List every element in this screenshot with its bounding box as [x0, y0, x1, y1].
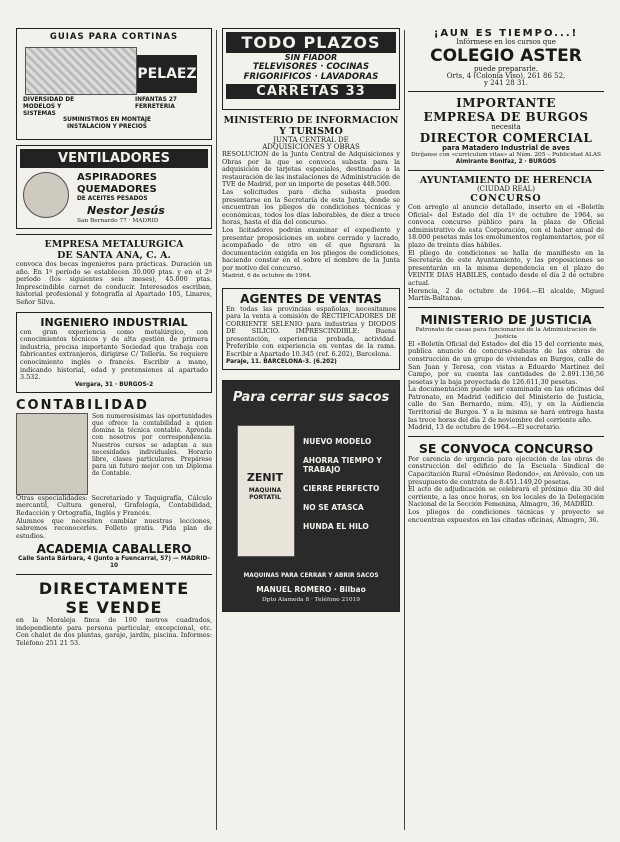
- aster-line5: y 241 28 31.: [483, 79, 529, 87]
- ministerio-body3: Los licitadores podrán examinar el expediente y presentar proposiciones en sobre cerrado y lacrado, acompañado de otro en el que figurará la documentación exigida en los pliegos de condiciones, haciendo constar en el sobre el nombre de la Junta por motivo del concurso.: [222, 225, 400, 272]
- student-illustration: [16, 413, 88, 495]
- academia-address: Calle Santa Bárbara, 4 (Junto a Fuencarral, 57) — MADRID-10: [18, 556, 210, 570]
- ad-item: CIERRE PERFECTO: [303, 483, 380, 493]
- ad-title: INGENIERO INDUSTRIAL: [40, 315, 188, 329]
- empresa-title-2: DE SANTA ANA, C. A.: [57, 250, 171, 261]
- empresa-body: convoca dos becas ingenieros para prácticas. Duración un año. En 1º período se establecen 30.000 ptas. y en el 2º período (los siguientes seis meses), 45.000 ptas. Imprescindible carnet de conducir. Interesados escriban, historial profesional y fotografía al Apartado 105, Linares, Señor Silva.: [16, 260, 212, 306]
- junta-line2: ADQUISICIONES Y OBRAS: [262, 143, 360, 151]
- justicia-sub: Patronato de casas para funcionarios de la Administración de Justicia: [415, 326, 597, 340]
- concurso-body: Por carencia de urgencia para ejecución de las obras de construcción del edificio de la Escuela Sindical de Capacitación Rural «Onésimo Redondo», en Arévalo, con un presupuesto de contrata de 8.451.149,20 pesetas.: [408, 454, 604, 486]
- ad-foot1: MAQUINAS PARA CERRAR Y ABRIR SACOS: [243, 572, 379, 579]
- herencia-date: Herencia, 2 de octubre de 1964.—El alcalde, Miguel Martín-Baltanas.: [408, 286, 604, 303]
- burgos-t6: Diríjanse con «curriculum vitae» al Núm. 205 – Publicidad ALAS: [410, 152, 602, 158]
- contabilidad-footer: Alumnos que necesiten cambiar nuestras lecciones, sabremos reconocerles. Folleto gratis. Pida plan de estudios.: [16, 516, 212, 540]
- empresa-title: EMPRESA METALURGICA: [44, 239, 184, 250]
- ad-title: AGENTES DE VENTAS: [240, 291, 382, 306]
- ad-item: HUNDA EL HILO: [303, 521, 369, 531]
- ad-line2: QUEMADORES: [77, 184, 157, 195]
- ad-foot3: Dpto Alameda 8 · Teléfono 21019: [262, 596, 360, 603]
- ad-item: NUEVO MODELO: [303, 436, 372, 446]
- directamente-title: DIRECTAMENTE: [38, 579, 190, 599]
- ad-address: San Bernardo 77 · MADRID: [77, 218, 159, 224]
- ad-item: NO SE ATASCA: [303, 502, 364, 512]
- ministerio-body1: RESOLUCION de la Junta Central de Adquisiciones y Obras por la que se convoca subasta para la adquisición de tarjetas especiales, destinadas a la restauración de las instalaciones de Administración de TVE de Madrid, por un importe de pesetas 448.500.: [222, 150, 400, 189]
- ad-ventiladores: [16, 145, 212, 229]
- ad-line2: FRIGORIFICOS · LAVADORAS: [243, 72, 379, 82]
- herencia-body: Con arreglo al anuncio detallado, inserto en el «Boletín Oficial» del Estado del día 1º de octubre de 1964, se convoca concurso público para la plaza de Oficial administrativo de esta Corporación, con el haber anual de 18.000 pesetas más los emolumentos reglamentarios, por el plazo de treinta días hábiles.: [408, 203, 604, 249]
- ministerio-title-2: Y TURISMO: [279, 126, 343, 137]
- ad-foot2: MANUEL ROMERO · Bilbao: [256, 584, 366, 594]
- ad-item: AHORRA TIEMPO Y TRABAJO: [303, 455, 382, 474]
- herencia-t1: AYUNTAMIENTO DE HERENCIA: [419, 175, 593, 186]
- contabilidad-body: Son numerosísimas las oportunidades que ofrece la contabilidad a quien domina la técnica contable. Aprenda con nosotros por correspondencia. Nuestros cursos se adaptan a sus necesidades individuales. Horario libre, clases particulares. Prepárese para un futuro mejor con un Diploma de Contable.: [92, 412, 212, 478]
- ad-diversidad: DIVERSIDAD DE MODELOS Y SISTEMAS: [23, 97, 75, 117]
- column-left: [16, 28, 212, 648]
- concurso-body3: Los pliegos de condiciones técnicas y proyecto se encuentran expuestos en las citadas oficinas, Almagro, 36.: [408, 508, 604, 524]
- ministerio-title: MINISTERIO DE INFORMACION: [223, 115, 399, 126]
- concurso-body2: El acto de adjudicación se celebrará el próximo día 30 del corriente, a las once horas, en los locales de la Delegación Nacional de la Sección Femenina, Almagro, 36, MADRID.: [408, 485, 604, 509]
- herencia-body2: El pliego de condiciones se halla de manifiesto en la Secretaría de este Ayuntamiento, y las proposiciones se presentarán en la misma dependencia en el plazo de VEINTE DIAS HABILES, contado desde el día 2 de octubre actual.: [408, 248, 604, 287]
- burgos-t2: EMPRESA DE BURGOS: [423, 110, 589, 124]
- ad-sub: MAQUINA PORTATIL: [248, 486, 282, 501]
- ad-line1: ASPIRADORES: [77, 172, 157, 183]
- burgos-t3: necesita: [491, 123, 521, 131]
- herencia-t3: CONCURSO: [470, 193, 542, 204]
- aster-line3: puede prepararle.: [473, 65, 539, 73]
- ad-title: TODO PLAZOS: [226, 32, 396, 53]
- burgos-t5: para Matadero Industrial de aves: [442, 144, 570, 152]
- ad-title: GUIAS PARA CORTINAS: [49, 32, 179, 42]
- ad-brand: Nestor Jesús: [87, 204, 165, 217]
- herencia-t2: (CIUDAD REAL): [476, 185, 536, 193]
- ad-title: VENTILADORES: [20, 149, 208, 168]
- ministerio-body2: Las solicitudes para dicha subasta pueden presentarse en la Secretaría de esta Junta, donde se encuentran los pliegos de condiciones técnicas y económicas, todos los días laborables, de diez a trece horas, hasta el día del concurso.: [222, 187, 400, 227]
- ad-line3: CARRETAS 33: [226, 84, 396, 99]
- burgos-t4: DIRECTOR COMERCIAL: [419, 131, 593, 145]
- justicia-date: Madrid, 13 de octubre de 1964.—El secretario.: [408, 423, 561, 432]
- fan-illustration: [23, 172, 69, 218]
- ad-sub: SIN FIADOR: [284, 53, 338, 62]
- academia-name: ACADEMIA CABALLERO: [36, 542, 192, 557]
- ad-address: Vergara, 31 · BURGOS-2: [74, 381, 154, 388]
- ad-address: Paraje, 11. BARCELONA-3. (6.202): [226, 358, 337, 365]
- directamente-body: en la Moraleja finca de 100 metros cuadrados, independiente para persona particular, excepcional, etc. Con chalet de dos plantas, garaje, jardín, piscina. Informes: Teléfono 251 21 53.: [16, 616, 212, 648]
- ad-body: En todas las provincias españolas, necesitamos para la venta a comisión de RECTIFICADORES DE CORRIENTE SELENIO para industrias y DIODOS DE SILICIO. IMPRESCINDIBLE: Buena presentación, experiencia probada, actividad. Preferible con experiencia en ventas de la rama. Escribir a Apartado 10.345 (ref. 6.202), Barcelona.: [226, 304, 396, 359]
- aster-line4: Orts, 4 (Colonia Viso), 261 86 52,: [446, 72, 566, 80]
- concurso-title: SE CONVOCA CONCURSO: [418, 440, 594, 456]
- column-right: [408, 28, 604, 524]
- ad-right: INFANTAS 27 FERRETERIA: [135, 97, 177, 110]
- ministerio-date: Madrid, 6 de octubre de 1964.: [222, 272, 312, 279]
- junta-line1: JUNTA CENTRAL DE: [273, 136, 349, 144]
- se-vende-title: SE VENDE: [65, 598, 163, 618]
- column-middle: [222, 28, 400, 617]
- contabilidad-title: CONTABILIDAD: [16, 397, 149, 413]
- burgos-t1: IMPORTANTE: [456, 96, 556, 110]
- ad-top: Para cerrar sus sacos: [232, 389, 390, 405]
- ad-guias-cortinas: [16, 28, 212, 140]
- aster-line2: Infórmese en los cursos que: [456, 38, 556, 46]
- ad-brand: PELAEZ: [137, 55, 197, 93]
- ad-ingeniero: [16, 312, 212, 393]
- ad-brand: ZENIT: [246, 470, 284, 484]
- ad-line3: DE ACEITES PESADOS: [77, 196, 148, 202]
- curtain-rail-illustration: [25, 47, 137, 95]
- ad-agentes: [222, 288, 400, 370]
- contabilidad-otras: Otras especialidades: Secretariado y Taquigrafía, Cálculo mercantil, Cultura general, Grafología, Contabilidad, Redacción y Ortografía, Inglés y Francés.: [16, 493, 212, 517]
- justicia-title: MINISTERIO DE JUSTICIA: [420, 311, 592, 327]
- ad-body: con gran experiencia como metalúrgico, con conocimientos técnicos y de alta gestión de primera industria, precisa importante Sociedad que trabaja con fabricantes extranjeros, dirigirse C/ Tellería. Se requiere conocimiento inglés o francés. Escribir a mano, indicando historial, edad y pretensiones al apartado 3.532.: [20, 327, 208, 382]
- justicia-body2: La documentación puede ser examinada en las oficinas del Patronato, en Madrid (edificio del Ministerio de Justicia, calle de San Bernardo, núm. 45), y en la Audiencia Territorial de Burgos. Y a la misma se hará entrega hasta las trece horas del día 2 de noviembre del corriente año.: [408, 385, 604, 424]
- aster-line1: ¡AUN ES TIEMPO...!: [433, 28, 579, 39]
- aster-title: COLEGIO ASTER: [430, 46, 582, 66]
- ad-line1: TELEVISORES · COCINAS: [252, 62, 370, 72]
- ad-todo-plazos: [222, 28, 400, 110]
- ad-zenit: [222, 380, 400, 612]
- justicia-body: El «Boletín Oficial del Estado» del día 15 del corriente mes, publica anuncio de concurso-subasta de las obras de construcción de un grupo de viviendas en Burgos, calle de San Juan y Teresa, con vistas a Eduardo Martínez del Campo, por su cuenta las cantidades de 2.891.136,56 pesetas y la baja proyectada de 126.611,30 pesetas.: [408, 339, 604, 386]
- burgos-t7: Almirante Bonifaz, 2 · BURGOS: [455, 159, 557, 165]
- ad-sub: SUMINISTROS EN MONTAJE INSTALACION Y PRECIOS: [62, 117, 151, 130]
